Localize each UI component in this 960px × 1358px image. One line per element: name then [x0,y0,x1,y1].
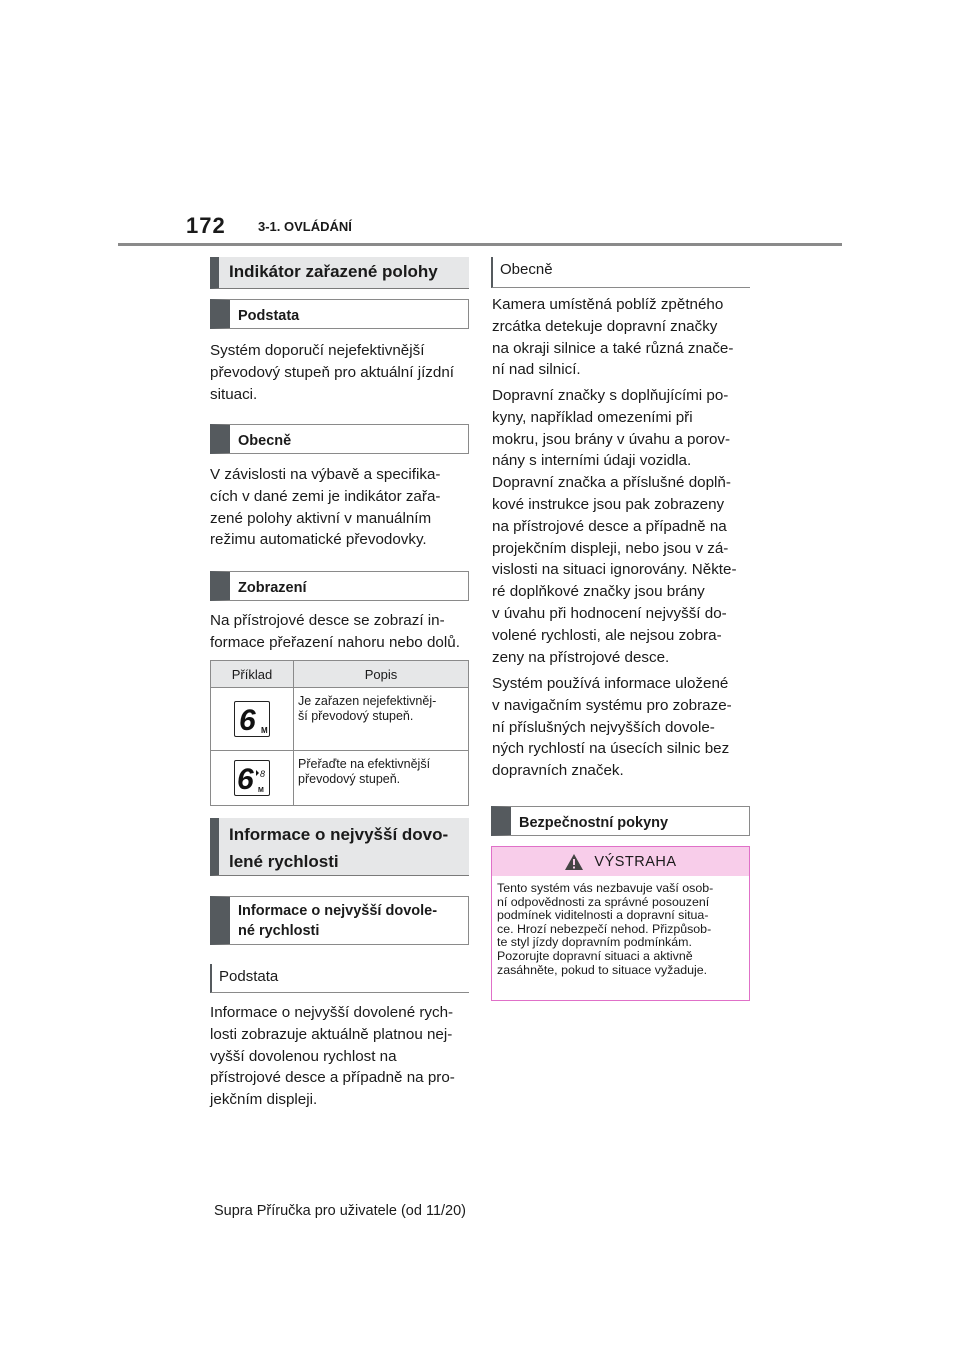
subheading-obecne: Obecně [210,424,469,454]
minor-heading-podstata: Podstata [210,964,469,993]
text-line: ní odpovědnosti za správné posouzení [497,894,710,909]
text-line: situaci. [210,385,258,403]
paragraph-gear-general [210,464,472,551]
table-cell-example [211,688,294,751]
text-line: v úvahu při hodnocení nejvyšší do- [492,604,727,622]
text-line: zeny na přístrojové desce. [492,648,670,666]
text-line: formace přeřazení nahoru nebo dolů. [210,633,460,651]
text-line: přístrojové desce a případně na pro- [210,1069,455,1087]
paragraph-traffic-signs [492,385,756,668]
text-line: na přístrojové desce a případně na [492,517,727,535]
gear-digit: 6 [237,763,254,795]
footer-text: Supra Příručka pro uživatele (od 11/20) [214,1203,467,1219]
text-line: losti zobrazuje aktuálně platnou nej- [210,1025,453,1043]
heading-line: Informace o nejvyšší dovole- [238,903,438,919]
text-line: te styl jízdy dopravním podmínkám. [497,935,692,950]
text-line: cích v dané zemi je indikátor zařa- [210,487,441,505]
text-line: ní příslušných nejvyšších dovole- [492,718,715,736]
heading-gear-indicator: Indikátor zařazené polohy [210,257,469,289]
warning-triangle-icon [564,853,584,871]
subheading-safety: Bezpečnostní pokyny [491,806,750,836]
gear-indicator-icon [234,701,270,737]
text-line: Je zařazen nejefektivněj- [298,694,437,708]
warning-body [492,876,749,977]
table-cell-description [294,751,469,806]
text-line: zrcátka detekuje dopravní značky [492,317,718,335]
section-label: 3-1. OVLÁDÁNÍ [258,219,352,234]
text-line: v navigačním systému pro zobraze- [492,696,732,714]
text-line: Na přístrojové desce se zobrazí in- [210,612,445,629]
warning-box [491,846,750,1001]
table-row [211,751,469,806]
text-line: kové instrukce jsou pak zobrazeny [492,495,725,513]
text-line: převodový stupeň pro aktuální jízdní [210,363,454,381]
shift-arrow-icon [256,770,259,776]
text-line: ší převodový stupeň. [298,709,414,723]
paragraph-gear-recommend [210,340,472,405]
text-line: Pozorujte dopravní situaci a aktivně [497,948,693,963]
text-line: Systém používá informace uložené [492,675,729,692]
text-line: vislosti na situaci ignorovány. Někte- [492,561,737,579]
gear-mode-badge: M [261,726,268,735]
text-line: projekčním displeji, nebo jsou v zá- [492,539,729,557]
warning-header [492,847,749,876]
text-line: V závislosti na výbavě a specifika- [210,466,441,483]
text-line: ných rychlostí na úsecích silnic bez [492,740,730,758]
text-line: Tento systém vás nezbavuje vaší osob- [497,881,714,895]
text-line: dopravních značek. [492,762,624,780]
gear-shift-icon [234,760,270,796]
warning-title: VÝSTRAHA [594,853,677,870]
paragraph-speed-limit-basics [210,1002,474,1111]
text-line: ré doplňkové značky jsou brány [492,583,705,601]
text-line: kyny, například omezeními při [492,408,693,426]
text-line: režimu automatické převodovky. [210,531,427,549]
subheading-zobrazeni: Zobrazení [210,571,469,601]
text-line: ní nad silnicí. [492,361,581,379]
heading-line: né rychlosti [238,923,320,939]
gear-digit: 6 [239,704,256,736]
page-number: 172 [186,213,226,238]
text-line: Informace o nejvyšší dovolené rych- [210,1004,454,1021]
text-line: Přeřaďte na efektivnější [298,757,431,771]
text-line: jekčním displeji. [210,1091,318,1109]
text-line: nány s interními údaji vozidla. [492,452,692,470]
gear-six-m-graphic [235,702,269,736]
table-header-example: Příklad [211,661,294,688]
text-line: převodový stupeň. [298,772,401,786]
heading-line: lené rychlosti [229,852,339,871]
target-gear-digit: 8 [260,769,266,779]
table-cell-description [294,688,469,751]
text-line: podmínek viditelnosti a dopravní situa- [497,908,709,923]
heading-line: Informace o nejvyšší dovo- [229,825,449,844]
text-line: Systém doporučí nejefektivnější [210,342,425,359]
text-line: ce. Hrozí nebezpečí nehod. Přizpůsob- [497,921,712,936]
text-line: mokru, jsou brány v úvahu a porov- [492,430,731,448]
paragraph-camera [492,294,756,381]
table-cell-example [211,751,294,806]
subheading-speed-limit-info [210,896,469,945]
paragraph-navigation [492,673,756,782]
text-line: vyšší dovolenou rychlost na [210,1047,397,1065]
text-line: Dopravní značka a příslušné doplň- [492,474,731,492]
paragraph-gear-display [210,610,472,654]
minor-heading-obecne: Obecně [491,257,750,288]
text-line: zené polohy aktivní v manuálním [210,509,432,527]
text-line: volené rychlosti, ale nejsou zobra- [492,626,722,644]
text-line: zasáhněte, pokud to situace vyžaduje. [497,962,708,977]
gear-indicator-table [210,660,469,806]
table-row [211,688,469,751]
gear-mode-badge: M [258,787,264,794]
text-line: Dopravní značky s doplňujícími po- [492,387,729,404]
table-header-description: Popis [294,661,469,688]
header-rule [118,243,842,246]
heading-speed-limit-info [210,818,469,876]
subheading-podstata: Podstata [210,299,469,329]
gear-six-to-eight-graphic [235,761,269,795]
text-line: Kamera umístěná poblíž zpětného [492,296,724,313]
table-header-row [211,661,469,688]
text-line: na okraji silnice a také různá znače- [492,339,734,357]
